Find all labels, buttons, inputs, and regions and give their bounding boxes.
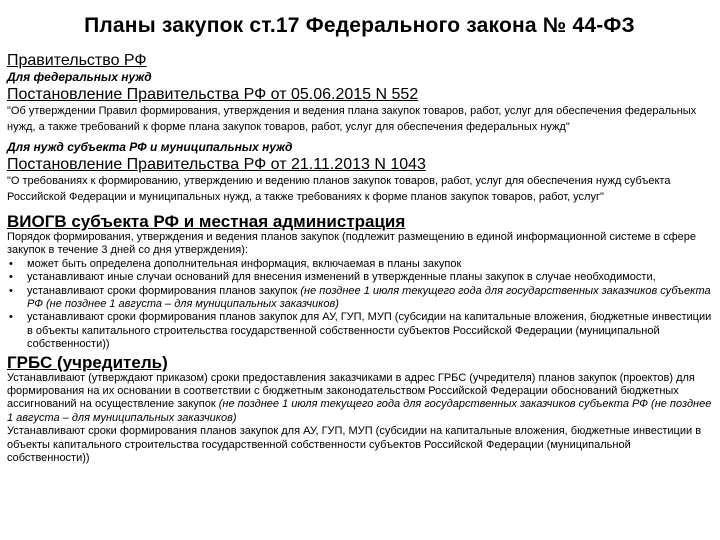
decree-552-description: "Об утверждении Правил формирования, утверждения и ведения плана закупок товаров, работ, услуг для обеспечения федеральных нужд, а также требований к форме плана закупок товаров, работ, услуг для обеспечения федеральных нужд" (7, 105, 697, 133)
bullet-mark: • (9, 257, 13, 270)
federal-needs-label: Для федеральных нужд (7, 70, 152, 84)
government-heading: Правительство РФ (7, 52, 147, 69)
bullet-mark: • (9, 311, 13, 324)
viogv-intro: Порядок формирования, утверждения и ведения планов закупок (подлежит размещению в единой информационной системе в сфере закупок в течение 3 дней со дня утверждения): (7, 231, 697, 257)
bullet-text: может быть определена дополнительная информация, включаемая в планы закупок (27, 257, 462, 270)
bullet-text: устанавливают иные случаи оснований для внесения изменений в утвержденные планы закупок в случае необходимости, (27, 271, 656, 284)
page-title: Планы закупок ст.17 Федерального закона № 44-ФЗ (84, 14, 635, 37)
bullet-text: устанавливают сроки формирования планов закупок для АУ, ГУП, МУП (субсидии на капитальные вложения, бюджетные инвестиции в объекты капитального строительства государственной собственности субъектов Российской Федерации (муниципальной собственности)) (27, 311, 712, 351)
bullet-text: устанавливают сроки формирования планов закупок (27, 284, 301, 297)
grbs-paragraph-1 (7, 372, 712, 426)
decree-1043-description: "О требованиях к формированию, утверждению и ведению планов закупок товаров, работ, услуг для обеспечения нужд субъекта Российской Федерации и муниципальных нужд, а также требованиях к форме планов закупок товаров, работ, услуг" (7, 175, 671, 203)
grbs-paragraph-1-text: Устанавливают (утверждают приказом) сроки предоставления заказчиками в адрес ГРБС (учредителя) планов закупок (проектов) для формирования на их основании в соответствии с бюджетным законодательством Российской Федерации обоснований бюджетных ассигнований на осуществление закупок (7, 371, 695, 411)
regional-needs-label: Для нужд субъекта РФ и муниципальных нужд (7, 140, 293, 154)
viogv-bullet (7, 311, 712, 351)
decree-1043: Постановление Правительства РФ от 21.11.2013 N 1043 (7, 156, 426, 173)
viogv-bullet (7, 285, 712, 312)
bullet-mark: • (9, 284, 13, 297)
viogv-heading: ВИОГВ субъекта РФ и местная администрация (7, 212, 406, 231)
bullet-mark: • (9, 271, 13, 284)
grbs-deadline-note: (не позднее 1 июля текущего года для государственных заказчиков субъекта РФ (не позднее 1 августа – для муниципальных заказчиков) (7, 398, 712, 424)
grbs-paragraph-2: Устанавливают сроки формирования планов закупок для АУ, ГУП, МУП (субсидии на капитальные вложения, бюджетные инвестиции в объекты капитального строительства государственной собственности субъектов Российской Федерации (муниципальной собственности)) (7, 425, 702, 465)
grbs-heading: ГРБС (учредитель) (7, 352, 168, 372)
bullet-deadline-note: (не позднее 1 июля текущего года для государственных заказчиков субъекта РФ (не позднее 1 августа – для муниципальных заказчиков) (27, 284, 711, 311)
viogv-bullet (7, 258, 712, 271)
viogv-bullet (7, 271, 712, 284)
decree-552: Постановление Правительства РФ от 05.06.2015 N 552 (7, 86, 419, 103)
